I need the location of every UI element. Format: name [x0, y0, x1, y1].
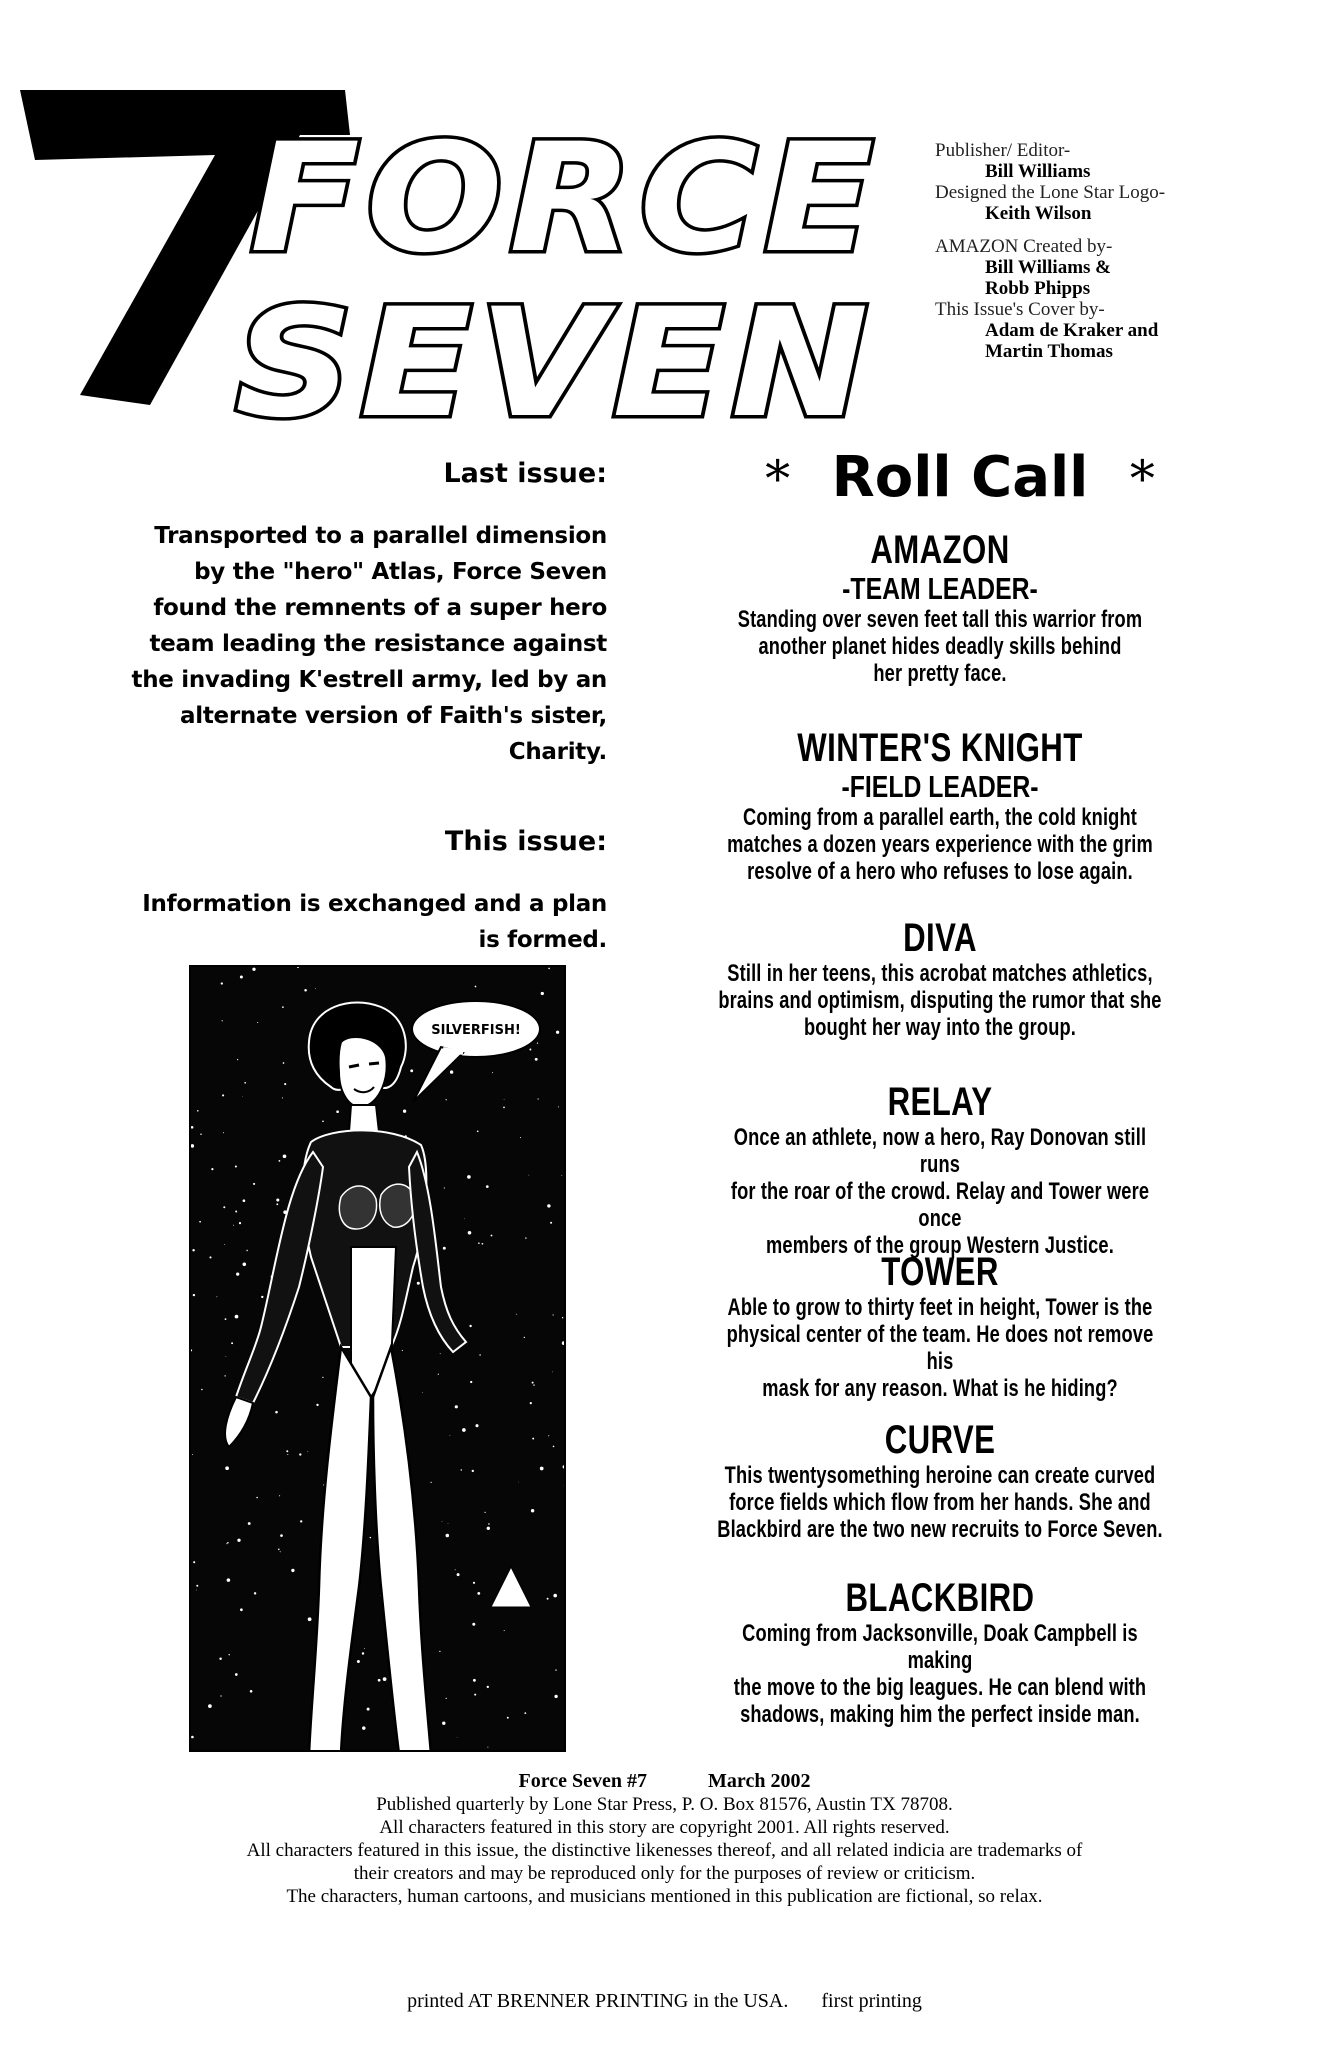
- star-dot: [473, 1582, 475, 1584]
- star-dot: [529, 1049, 531, 1051]
- indicia-line: All characters featured in this issue, the distinctive likenesses thereof, and all related indicia are trademarks of: [246, 1840, 1083, 1861]
- star-dot: [473, 1679, 476, 1682]
- character-desc-line: physical center of the team. He does not remove his: [726, 1321, 1154, 1375]
- star-dot: [225, 1466, 229, 1470]
- star-dot: [457, 1737, 458, 1738]
- star-dot: [235, 1315, 239, 1319]
- printing-edition: first printing: [821, 1990, 922, 2012]
- character-desc-line: another planet hides deadly skills behind: [758, 633, 1122, 660]
- star-dot: [291, 1569, 294, 1572]
- credits-block: [935, 140, 1315, 362]
- character-desc-line: shadows, making him the perfect inside man.: [740, 1701, 1140, 1728]
- credit-role: This Issue's Cover by-: [935, 299, 1105, 320]
- star-dot: [196, 1585, 198, 1587]
- star-dot: [367, 1708, 370, 1711]
- star-dot: [223, 1206, 225, 1208]
- star-dot: [474, 1694, 476, 1696]
- star-dot: [235, 1165, 237, 1167]
- star-dot: [276, 1198, 279, 1201]
- star-dot: [336, 1110, 339, 1113]
- star-dot: [565, 1633, 567, 1636]
- star-dot: [307, 1451, 308, 1452]
- star-dot: [540, 1467, 544, 1471]
- indicia-line: their creators and may be reproduced only for the purposes of review or criticism.: [353, 1863, 976, 1884]
- star-dot: [283, 1154, 287, 1158]
- star-dot: [224, 1375, 225, 1376]
- star-dot: [284, 1083, 286, 1085]
- star-dot: [224, 1244, 225, 1245]
- star-dot: [518, 1482, 519, 1483]
- star-dot: [461, 1469, 462, 1470]
- star-dot: [244, 1082, 246, 1084]
- star-dot: [278, 1549, 280, 1551]
- character-name: DIVA: [903, 916, 977, 960]
- roll-call-title: [680, 445, 1240, 510]
- star-dot: [300, 1520, 302, 1522]
- star-dot: [430, 1482, 431, 1483]
- star-dot: [487, 1747, 488, 1748]
- amazon-illustration-panel: [189, 965, 566, 1752]
- star-dot: [446, 1534, 450, 1538]
- star-dot: [553, 1594, 557, 1598]
- star-dot: [282, 1006, 284, 1008]
- star-dot: [223, 1132, 224, 1133]
- character-entry-diva: [640, 916, 1240, 1041]
- star-dot: [558, 1106, 559, 1107]
- star-dot: [504, 1630, 505, 1631]
- star-dot: [231, 1342, 233, 1344]
- character-desc-line: bought her way into the group.: [803, 1014, 1077, 1041]
- star-dot: [524, 1712, 526, 1714]
- star-dot: [487, 1686, 489, 1688]
- star-dot: [444, 1187, 445, 1188]
- star-dot: [532, 1382, 534, 1384]
- star-dot: [237, 1059, 238, 1060]
- star-dot: [219, 1657, 221, 1659]
- character-desc-line: Once an athlete, now a hero, Ray Donovan still runs: [733, 1124, 1147, 1178]
- star-dot: [450, 1070, 453, 1073]
- star-dot: [410, 1069, 413, 1072]
- credit-role: Designed the Lone Star Logo-: [935, 182, 1166, 203]
- star-dot: [253, 1183, 255, 1185]
- star-dot: [472, 1470, 474, 1472]
- star-dot: [562, 1317, 563, 1318]
- character-entry-amazon: [640, 528, 1240, 687]
- character-desc-line: matches a dozen years experience with the grim: [727, 831, 1153, 858]
- this-issue-summary: Information is exchanged and a plan is formed.: [142, 891, 607, 953]
- character-desc-line: Coming from a parallel earth, the cold knight: [743, 804, 1137, 831]
- star-dot: [531, 1509, 534, 1512]
- indicia-footer: [0, 1770, 1329, 1908]
- star-dot: [477, 1130, 479, 1132]
- star-dot: [503, 1107, 505, 1109]
- star-dot: [233, 1225, 234, 1226]
- star-dot: [446, 1698, 447, 1699]
- star-dot: [287, 1454, 288, 1455]
- star-dot: [240, 1608, 243, 1611]
- credit-logo-designer: [935, 182, 1315, 224]
- star-dot: [487, 1527, 490, 1530]
- star-dot: [554, 1695, 557, 1698]
- character-name: BLACKBIRD: [845, 1576, 1035, 1620]
- star-dot: [191, 1736, 194, 1739]
- star-dot: [280, 1551, 281, 1552]
- star-dot: [475, 1424, 478, 1427]
- issue-line: [0, 1770, 1329, 1793]
- star-dot: [507, 1717, 509, 1719]
- character-desc-line: members of the group Western Justice.: [766, 1232, 1114, 1259]
- character-name: WINTER'S KNIGHT: [797, 726, 1083, 770]
- character-desc-line: brains and optimism, disputing the rumor that she: [718, 987, 1162, 1014]
- last-issue-heading: Last issue:: [443, 458, 607, 489]
- star-dot: [237, 1539, 240, 1542]
- star-dot: [279, 1495, 280, 1496]
- star-dot: [315, 988, 316, 989]
- character-name: CURVE: [884, 1418, 996, 1462]
- credit-role: Publisher/ Editor-: [935, 140, 1071, 161]
- credit-amazon-creators: [935, 236, 1315, 299]
- credit-name: Bill Williams: [985, 161, 1091, 182]
- character-name: TOWER: [881, 1250, 999, 1294]
- star-dot: [564, 1485, 565, 1486]
- star-dot: [229, 1654, 230, 1655]
- star-dot: [472, 1623, 475, 1626]
- last-issue-summary: Transported to a parallel dimension by the "hero" Atlas, Force Seven found the remnents of a super hero team leading the resistance against the invading K'estrell army, led by an alternate version of Faith's sister, Charity.: [131, 523, 607, 765]
- star-dot: [484, 1512, 485, 1513]
- star-dot: [561, 1175, 562, 1176]
- printer-text: printed AT BRENNER PRINTING in the USA.: [407, 1990, 789, 2012]
- star-dot: [439, 1651, 440, 1652]
- star-dot: [240, 976, 243, 979]
- star-dot: [239, 1222, 241, 1224]
- star-dot: [443, 1247, 446, 1250]
- star-dot: [562, 1341, 566, 1345]
- character-entry-curve: [640, 1418, 1240, 1543]
- star-dot: [362, 1726, 365, 1729]
- star-dot: [455, 1569, 456, 1570]
- star-dot: [541, 992, 544, 995]
- star-dot: [440, 1353, 441, 1354]
- star-dot: [548, 968, 550, 970]
- character-desc-line: resolve of a hero who refuses to lose again.: [747, 858, 1133, 885]
- star-dot: [225, 1318, 227, 1320]
- printing-line: [0, 1990, 1329, 2013]
- star-dot: [535, 1058, 538, 1061]
- star-dot: [252, 968, 255, 971]
- star-dot: [192, 1454, 193, 1455]
- star-dot: [442, 1521, 443, 1522]
- star-dot: [383, 1677, 387, 1681]
- star-dot: [548, 1435, 549, 1436]
- star-dot: [516, 1314, 517, 1315]
- star-dot: [475, 986, 477, 988]
- star-dot: [457, 1573, 460, 1576]
- star-dot: [243, 1199, 246, 1202]
- star-dot: [547, 1204, 550, 1207]
- character-desc-line: her pretty face.: [873, 660, 1007, 687]
- star-dot: [200, 1134, 201, 1135]
- star-dot: [538, 1098, 539, 1099]
- star-dot: [402, 1350, 403, 1351]
- star-dot: [211, 1168, 213, 1170]
- force-seven-logo: [0, 75, 900, 455]
- character-entry-tower: [640, 1250, 1240, 1402]
- star-dot: [226, 1356, 227, 1357]
- star-dot: [243, 1263, 247, 1267]
- star-dot: [417, 1282, 420, 1285]
- character-desc-line: This twentysomething heroine can create curved: [724, 1462, 1156, 1489]
- star-dot: [199, 1221, 201, 1223]
- star-dot: [254, 1592, 256, 1594]
- character-desc-line: Able to grow to thirty feet in height, Tower is the: [727, 1294, 1153, 1321]
- star-dot: [193, 1294, 195, 1296]
- character-desc-line: Still in her teens, this acrobat matches athletics,: [727, 960, 1153, 987]
- star-dot: [486, 1185, 489, 1188]
- star-dot: [438, 1374, 439, 1375]
- star-dot: [464, 1218, 465, 1219]
- star-icon: *: [1129, 450, 1155, 508]
- credit-role: AMAZON Created by-: [935, 236, 1113, 257]
- star-dot: [193, 1561, 195, 1563]
- star-dot: [478, 1242, 480, 1244]
- character-name: RELAY: [887, 1080, 993, 1124]
- star-dot: [256, 1497, 258, 1499]
- star-dot: [261, 1296, 263, 1298]
- star-dot: [283, 1062, 285, 1064]
- logo-line-force: FORCE: [250, 112, 880, 286]
- character-desc-line: Standing over seven feet tall this warrior from: [737, 606, 1143, 633]
- star-dot: [448, 1523, 449, 1524]
- star-dot: [504, 1099, 505, 1100]
- star-dot: [209, 1256, 211, 1258]
- indicia-line: The characters, human cartoons, and musicians mentioned in this publication are fictional, so relax.: [286, 1886, 1043, 1907]
- star-dot: [467, 1175, 471, 1179]
- character-role: -TEAM LEADER-: [842, 571, 1038, 606]
- star-dot: [450, 1435, 451, 1436]
- star-dot: [196, 1590, 197, 1591]
- star-dot: [553, 1314, 554, 1315]
- amazon-illustration: [191, 967, 566, 1752]
- star-dot: [222, 1094, 224, 1096]
- star-dot: [533, 1384, 534, 1385]
- star-dot: [378, 1679, 381, 1682]
- star-dot: [469, 1325, 471, 1327]
- star-dot: [552, 1372, 553, 1373]
- star-dot: [470, 1381, 472, 1383]
- star-dot: [242, 1096, 243, 1097]
- character-entry-winters-knight: [640, 726, 1240, 885]
- star-dot: [403, 1110, 406, 1113]
- star-dot: [221, 982, 223, 984]
- character-name: AMAZON: [870, 528, 1010, 572]
- star-dot: [236, 1272, 239, 1275]
- character-entry-blackbird: [640, 1576, 1240, 1728]
- star-dot: [257, 1022, 258, 1023]
- star-dot: [547, 1598, 549, 1600]
- star-dot: [220, 1695, 221, 1696]
- star-dot: [235, 1673, 238, 1676]
- star-dot: [226, 1543, 227, 1544]
- credit-name: Martin Thomas: [985, 341, 1113, 362]
- star-dot: [491, 1235, 493, 1237]
- character-desc-line: for the roar of the crowd. Relay and Tower were once: [730, 1178, 1150, 1232]
- star-dot: [362, 1652, 364, 1654]
- star-dot: [282, 1097, 283, 1098]
- star-dot: [530, 1402, 532, 1404]
- star-dot: [216, 1296, 217, 1297]
- star-dot: [280, 1534, 283, 1537]
- star-dot: [201, 1389, 203, 1391]
- star-dot: [422, 1392, 423, 1393]
- credit-publisher: [935, 140, 1315, 182]
- star-dot: [556, 1031, 559, 1034]
- star-dot: [227, 1542, 228, 1543]
- star-dot: [276, 1203, 278, 1205]
- star-dot: [442, 1722, 445, 1725]
- star-dot: [482, 1243, 484, 1245]
- star-dot: [553, 1446, 555, 1448]
- star-dot: [250, 1690, 253, 1693]
- star-dot: [197, 1110, 199, 1112]
- character-desc-line: force fields which flow from her hands. She and: [729, 1489, 1151, 1516]
- logo-line-seven: SEVEN: [235, 277, 875, 451]
- star-dot: [192, 1249, 194, 1251]
- star-dot: [299, 1453, 301, 1455]
- star-dot: [479, 1354, 480, 1355]
- issue-number: Force Seven #7: [518, 1770, 648, 1792]
- star-dot: [550, 1222, 552, 1224]
- star-dot: [524, 1337, 525, 1338]
- character-desc-line: Blackbird are the two new recruits to Force Seven.: [717, 1516, 1163, 1543]
- star-dot: [248, 1522, 251, 1525]
- star-dot: [477, 1592, 480, 1595]
- star-dot: [462, 1428, 466, 1432]
- star-dot: [275, 1411, 278, 1414]
- indicia-line: All characters featured in this story are copyright 2001. All rights reserved.: [379, 1817, 950, 1838]
- star-dot: [246, 1250, 247, 1251]
- star-dot: [227, 1578, 231, 1582]
- character-role: -FIELD LEADER-: [841, 769, 1039, 804]
- star-dot: [520, 1137, 521, 1138]
- credit-cover-artists: [935, 299, 1315, 362]
- issue-date: March 2002: [708, 1770, 811, 1792]
- star-dot: [492, 1072, 493, 1073]
- star-dot: [555, 1669, 556, 1670]
- character-desc-line: the move to the big leagues. He can blend with: [733, 1674, 1147, 1701]
- star-dot: [532, 1438, 534, 1440]
- star-dot: [235, 1211, 237, 1213]
- star-dot: [529, 1175, 530, 1176]
- indicia-line: Published quarterly by Lone Star Press, P. O. Box 81576, Austin TX 78708.: [376, 1794, 953, 1815]
- credit-name: Bill Williams &: [985, 257, 1111, 278]
- star-dot: [364, 1648, 365, 1649]
- star-dot: [488, 1523, 489, 1524]
- star-dot: [537, 1042, 538, 1043]
- character-entry-relay: [640, 1080, 1240, 1259]
- star-dot: [322, 1120, 324, 1122]
- credit-name: Robb Phipps: [985, 278, 1091, 299]
- star-dot: [525, 1237, 526, 1238]
- star-dot: [455, 1405, 458, 1408]
- star-dot: [308, 1617, 312, 1621]
- star-dot: [322, 1377, 323, 1378]
- character-desc-line: Coming from Jacksonville, Doak Campbell is making: [742, 1620, 1138, 1674]
- star-dot: [286, 1450, 288, 1452]
- star-dot: [563, 1465, 566, 1468]
- star-dot: [370, 1537, 371, 1538]
- star-icon: *: [765, 450, 791, 508]
- credit-name: Adam de Kraker and: [985, 320, 1159, 341]
- speech-bubble-text: SILVERFISH!: [431, 1023, 521, 1038]
- star-dot: [357, 1660, 360, 1663]
- character-desc-line: mask for any reason. What is he hiding?: [762, 1375, 1118, 1402]
- star-dot: [468, 1231, 472, 1235]
- this-issue-heading: This issue:: [444, 826, 607, 857]
- credit-name: Keith Wilson: [985, 203, 1092, 224]
- star-dot: [279, 1160, 281, 1162]
- star-dot: [446, 1099, 447, 1100]
- star-dot: [304, 989, 307, 992]
- star-dot: [208, 1704, 212, 1708]
- star-dot: [222, 1020, 223, 1021]
- roll-call-heading: Roll Call: [831, 445, 1089, 510]
- star-dot: [316, 1404, 318, 1406]
